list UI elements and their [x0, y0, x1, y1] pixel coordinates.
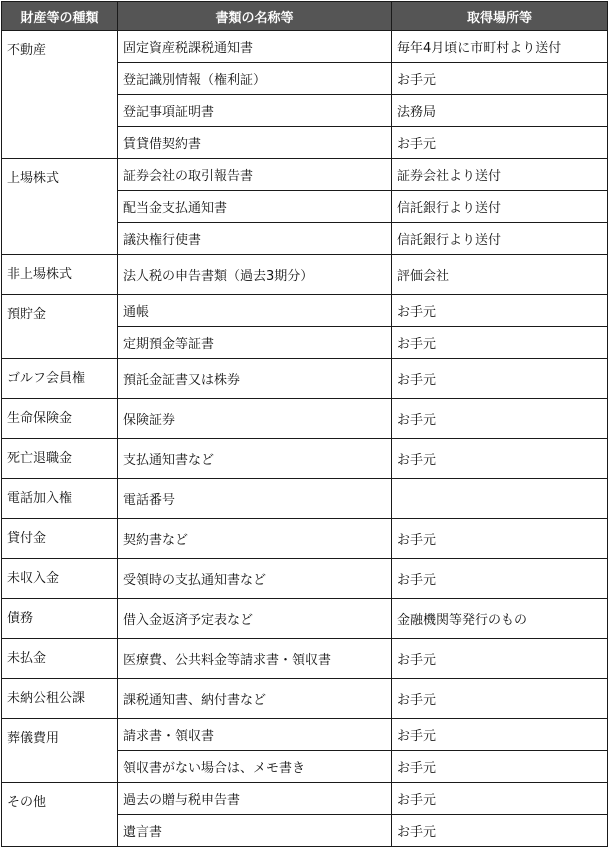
obtain-location-cell: お手元 [392, 559, 608, 599]
obtain-location-cell: 証券会社より送付 [392, 159, 608, 191]
asset-type-cell: 死亡退職金 [2, 439, 118, 479]
obtain-location-cell: お手元 [392, 519, 608, 559]
asset-type-cell: 不動産 [2, 31, 118, 159]
obtain-location-cell: 評価会社 [392, 255, 608, 295]
table-row [2, 783, 608, 815]
table-row [2, 479, 608, 519]
document-name-cell: 登記識別情報（権利証） [118, 63, 392, 95]
asset-type-cell: 非上場株式 [2, 255, 118, 295]
obtain-location-cell: お手元 [392, 127, 608, 159]
obtain-location-cell: お手元 [392, 439, 608, 479]
table-row [2, 599, 608, 639]
document-name-cell: 議決権行使書 [118, 223, 392, 255]
table-row [2, 399, 608, 439]
document-table-container [1, 1, 608, 847]
obtain-location-cell: お手元 [392, 639, 608, 679]
document-name-cell: 支払通知書など [118, 439, 392, 479]
obtain-location-cell: お手元 [392, 399, 608, 439]
asset-type-cell: 預貯金 [2, 295, 118, 359]
obtain-location-cell: お手元 [392, 751, 608, 783]
document-name-cell: 賃貸借契約書 [118, 127, 392, 159]
document-name-cell: 過去の贈与税申告書 [118, 783, 392, 815]
table-row [2, 255, 608, 295]
table-row [2, 519, 608, 559]
obtain-location-cell: お手元 [392, 359, 608, 399]
table-row [2, 559, 608, 599]
obtain-location-cell: 金融機関等発行のもの [392, 599, 608, 639]
document-name-cell: 保険証券 [118, 399, 392, 439]
asset-type-cell: 貸付金 [2, 519, 118, 559]
document-name-cell: 証券会社の取引報告書 [118, 159, 392, 191]
document-name-cell: 通帳 [118, 295, 392, 327]
document-name-cell: 受領時の支払通知書など [118, 559, 392, 599]
obtain-location-cell: お手元 [392, 63, 608, 95]
document-name-cell: 医療費、公共料金等請求書・領収書 [118, 639, 392, 679]
asset-type-cell: 債務 [2, 599, 118, 639]
asset-type-cell: 上場株式 [2, 159, 118, 255]
table-row [2, 295, 608, 327]
table-row [2, 439, 608, 479]
table-row [2, 359, 608, 399]
table-row [2, 159, 608, 191]
asset-type-cell: その他 [2, 783, 118, 847]
document-name-cell: 電話番号 [118, 479, 392, 519]
header-obtain-location: 取得場所等 [392, 2, 608, 31]
document-name-cell: 課税通知書、納付書など [118, 679, 392, 719]
document-name-cell: 法人税の申告書類（過去3期分） [118, 255, 392, 295]
asset-type-cell: 未収入金 [2, 559, 118, 599]
asset-type-cell: ゴルフ会員権 [2, 359, 118, 399]
obtain-location-cell: お手元 [392, 719, 608, 751]
document-name-cell: 請求書・領収書 [118, 719, 392, 751]
obtain-location-cell [392, 479, 608, 519]
document-name-cell: 借入金返済予定表など [118, 599, 392, 639]
header-asset-type: 財産等の種類 [2, 2, 118, 31]
table-row [2, 719, 608, 751]
obtain-location-cell: お手元 [392, 783, 608, 815]
asset-type-cell: 未納公租公課 [2, 679, 118, 719]
document-name-cell: 預託金証書又は株券 [118, 359, 392, 399]
obtain-location-cell: 法務局 [392, 95, 608, 127]
obtain-location-cell: お手元 [392, 679, 608, 719]
asset-type-cell: 葬儀費用 [2, 719, 118, 783]
document-name-cell: 契約書など [118, 519, 392, 559]
table-row [2, 679, 608, 719]
document-name-cell: 配当金支払通知書 [118, 191, 392, 223]
obtain-location-cell: お手元 [392, 327, 608, 359]
document-name-cell: 固定資産税課税通知書 [118, 31, 392, 63]
obtain-location-cell: お手元 [392, 295, 608, 327]
obtain-location-cell: 毎年4月頃に市町村より送付 [392, 31, 608, 63]
required-documents-table [1, 1, 608, 847]
table-row [2, 31, 608, 63]
asset-type-cell: 未払金 [2, 639, 118, 679]
header-document-name: 書類の名称等 [118, 2, 392, 31]
asset-type-cell: 生命保険金 [2, 399, 118, 439]
document-name-cell: 定期預金等証書 [118, 327, 392, 359]
asset-type-cell: 電話加入権 [2, 479, 118, 519]
table-row [2, 639, 608, 679]
obtain-location-cell: 信託銀行より送付 [392, 223, 608, 255]
obtain-location-cell: 信託銀行より送付 [392, 191, 608, 223]
document-name-cell: 領収書がない場合は、メモ書き [118, 751, 392, 783]
document-name-cell: 登記事項証明書 [118, 95, 392, 127]
obtain-location-cell: お手元 [392, 815, 608, 847]
table-body [2, 31, 608, 847]
document-name-cell: 遺言書 [118, 815, 392, 847]
table-header-row [2, 2, 608, 31]
